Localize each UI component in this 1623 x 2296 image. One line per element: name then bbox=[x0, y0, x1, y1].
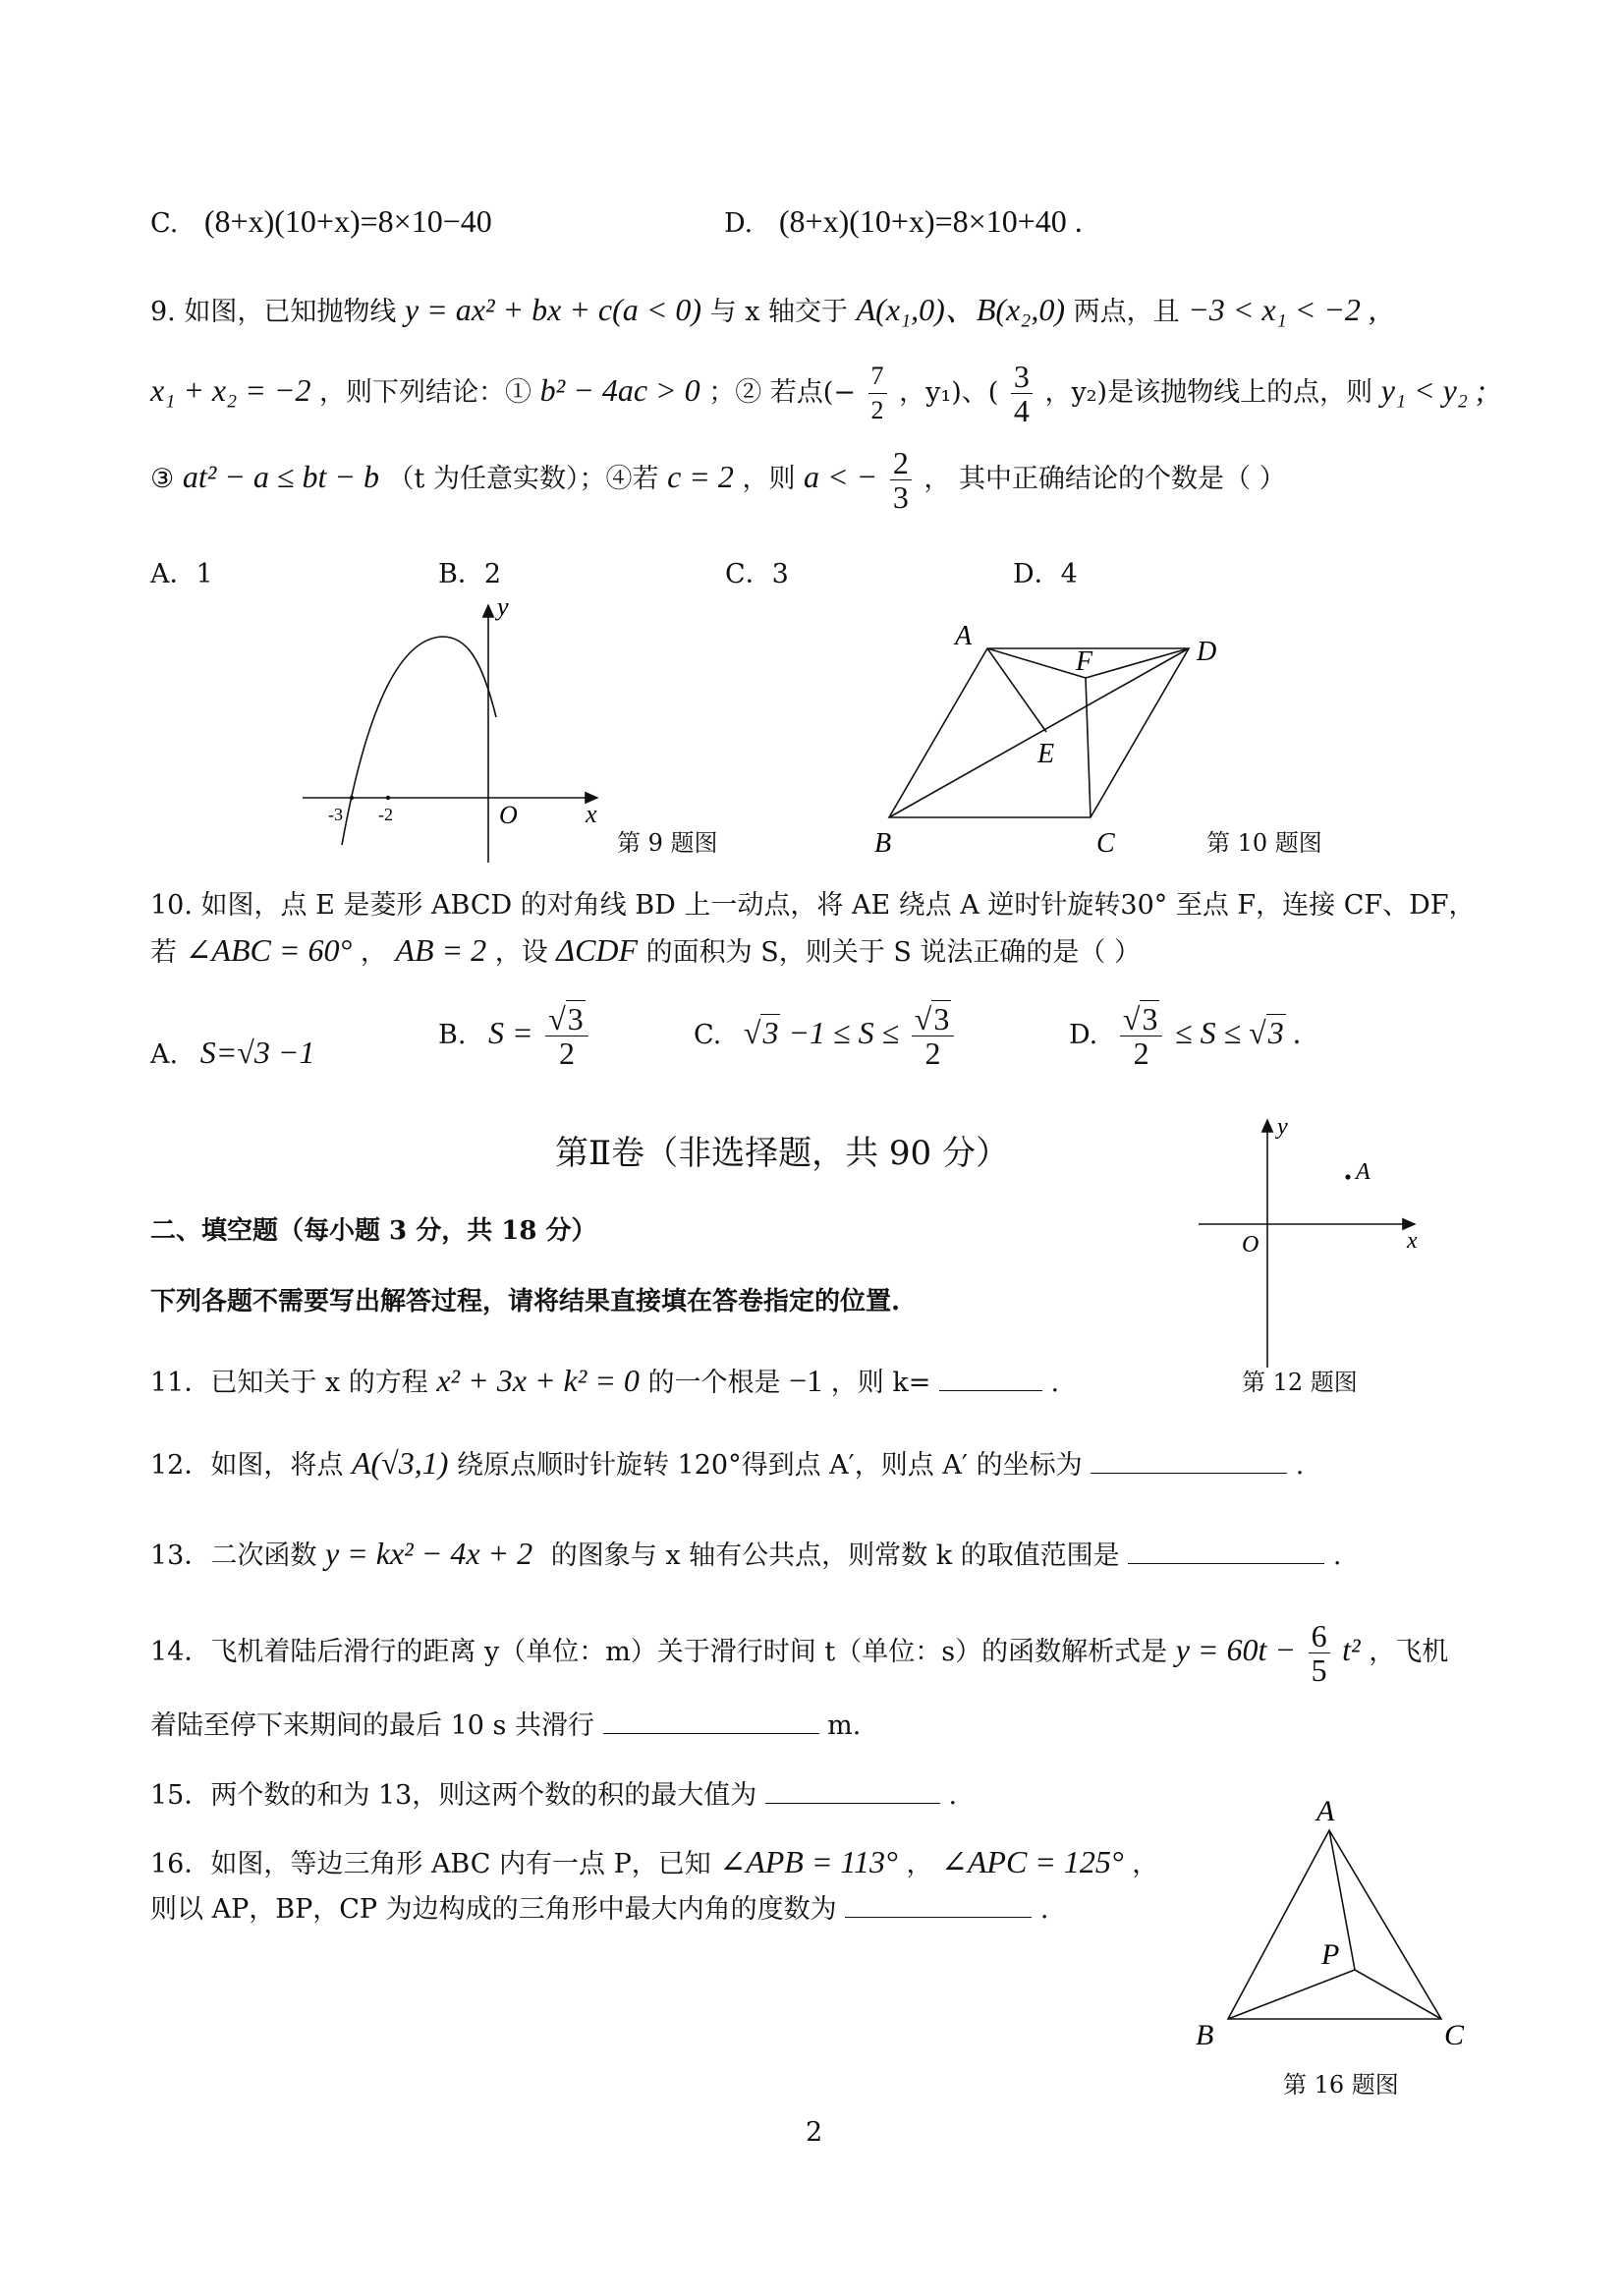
q10-option-c: C. √3 −1 ≤ S ≤ $\frac{√3}{2}$ bbox=[694, 1002, 958, 1070]
answer-blank[interactable] bbox=[845, 1891, 1032, 1918]
figure-9-caption: 第 9 题图 bbox=[617, 829, 718, 857]
q10-line2 bbox=[150, 933, 1141, 970]
text: 15．两个数的和为 13，则这两个数的积的最大值为 bbox=[150, 1780, 757, 1811]
equation: ΔCDF bbox=[556, 932, 639, 968]
equation: −1 bbox=[789, 1363, 823, 1398]
fraction bbox=[890, 446, 912, 514]
label-a: A bbox=[955, 621, 973, 651]
option-expression: (8+x)(10+x)=8×10+40 . bbox=[778, 203, 1083, 239]
figure-12 bbox=[1189, 1110, 1434, 1371]
text: ，则 k= bbox=[830, 1368, 931, 1398]
q8-option-d bbox=[724, 204, 1083, 241]
text: ， bbox=[906, 1849, 933, 1879]
q9-line1 bbox=[150, 293, 1376, 329]
text: 着陆至停下来期间的最后 10 s 共滑行 bbox=[150, 1710, 594, 1741]
option-label: B. bbox=[438, 1020, 467, 1050]
text: . bbox=[1039, 1894, 1049, 1925]
q10-line1: 10. 如图，点 E 是菱形 ABCD 的对角线 BD 上一动点，将 AE 绕点 A 逆时针旋转30° 至点 F，连接 CF、DF， bbox=[150, 890, 1476, 921]
y-label: y bbox=[497, 592, 509, 621]
option-label: D. bbox=[724, 208, 754, 239]
q14-line2 bbox=[150, 1708, 861, 1743]
equation: b² − 4ac > 0 bbox=[539, 372, 700, 408]
label-a: A bbox=[1316, 1795, 1335, 1827]
text: . bbox=[948, 1780, 958, 1811]
denominator: 5 bbox=[1311, 1652, 1327, 1688]
parabola bbox=[342, 637, 496, 845]
origin-label: O bbox=[1242, 1232, 1259, 1258]
segment-ae bbox=[987, 648, 1046, 732]
fraction bbox=[1309, 1619, 1330, 1687]
text: ， bbox=[1132, 1849, 1159, 1879]
numerator: √3 bbox=[1120, 1002, 1163, 1036]
numerator: √3 bbox=[912, 1002, 955, 1036]
text: 的图象与 x 轴有公共点，则常数 k 的取值范围是 bbox=[550, 1540, 1120, 1571]
origin-label: O bbox=[499, 801, 518, 829]
equation: y₁ < y₂ ; bbox=[1380, 372, 1486, 408]
diagonal-bd bbox=[889, 648, 1189, 817]
numerator: 2 bbox=[890, 446, 912, 480]
figure-16 bbox=[1184, 1783, 1479, 2048]
denominator: 2 bbox=[870, 396, 884, 424]
label-b: B bbox=[874, 828, 892, 859]
label-b: B bbox=[1196, 2019, 1214, 2048]
label-d: D bbox=[1197, 637, 1217, 667]
y-label: y bbox=[1277, 1114, 1288, 1140]
q16-line2 bbox=[150, 1891, 1048, 1927]
text: ，则 bbox=[742, 464, 796, 494]
text: 的面积为 S，则关于 S 说法正确的是（ ） bbox=[645, 937, 1141, 968]
segment-af bbox=[987, 648, 1086, 678]
point-label: A bbox=[1356, 1159, 1371, 1185]
q9-line3 bbox=[150, 446, 1286, 514]
radicand: 3 bbox=[567, 1001, 584, 1036]
figure-16-caption: 第 16 题图 bbox=[1283, 2071, 1399, 2099]
figure-10 bbox=[865, 609, 1238, 865]
text: ， bbox=[360, 937, 387, 968]
fraction bbox=[868, 360, 887, 427]
equation: y = ax² + bx + c(a < 0) bbox=[404, 292, 702, 327]
text: ，y₂)是该抛物线上的点，则 bbox=[1044, 377, 1373, 408]
q12 bbox=[150, 1446, 1304, 1483]
text: ， 其中正确结论的个数是（ ） bbox=[923, 464, 1286, 494]
fraction bbox=[545, 1002, 588, 1070]
fraction bbox=[1120, 1002, 1163, 1070]
q14-line1 bbox=[150, 1619, 1448, 1687]
section-heading: 二、填空题（每小题 3 分，共 18 分） bbox=[150, 1216, 597, 1246]
q9-option-a: A．1 bbox=[150, 559, 213, 589]
denominator: 2 bbox=[1133, 1036, 1149, 1071]
equation: −3 < x₁ < −2 , bbox=[1188, 292, 1376, 327]
q10-option-d: D. $\frac{√3}{2}$ ≤ S ≤ √3 . bbox=[1069, 1001, 1302, 1071]
text: ③ bbox=[150, 464, 175, 494]
figure-12-caption: 第 12 题图 bbox=[1242, 1369, 1358, 1396]
segment-fc bbox=[1086, 678, 1091, 817]
equation: A(√3,1) bbox=[351, 1445, 449, 1481]
equation: y = kx² − 4x + 2 bbox=[324, 1536, 533, 1571]
tick-label: -3 bbox=[328, 805, 343, 824]
text: 16．如图，等边三角形 ABC 内有一点 P，已知 bbox=[150, 1849, 711, 1879]
q8-option-c bbox=[150, 204, 492, 241]
equation: ∠APB = 113° bbox=[719, 1844, 898, 1879]
denominator: 2 bbox=[559, 1036, 575, 1071]
x-label: x bbox=[586, 800, 597, 828]
equation: ∠APC = 125° bbox=[941, 1844, 1124, 1879]
equation: t² bbox=[1342, 1632, 1361, 1667]
option-label: A. bbox=[150, 1039, 179, 1070]
segment-pc bbox=[1355, 1970, 1441, 2019]
option-expression: S=√3 −1 bbox=[199, 1035, 315, 1070]
q10-option-a bbox=[150, 1036, 314, 1072]
q11 bbox=[150, 1364, 1059, 1400]
label-c: C bbox=[1444, 2019, 1465, 2048]
text: . bbox=[1295, 1450, 1305, 1481]
denominator: 3 bbox=[892, 479, 909, 515]
text: 若 bbox=[150, 937, 177, 968]
equation: at² − a ≤ bt − b bbox=[182, 459, 379, 494]
text: m. bbox=[827, 1710, 862, 1741]
part2-title: 第Ⅱ卷（非选择题，共 90 分） bbox=[555, 1134, 1009, 1173]
q9-option-c: C．3 bbox=[725, 559, 789, 589]
q16-line1 bbox=[150, 1845, 1158, 1881]
answer-blank[interactable] bbox=[939, 1365, 1042, 1391]
text: ，飞机 bbox=[1369, 1637, 1449, 1667]
equation: a < − bbox=[804, 459, 878, 494]
text: ，y₁)、( bbox=[899, 377, 999, 408]
tick-dot bbox=[386, 796, 390, 800]
text: 12．如图，将点 bbox=[150, 1450, 344, 1481]
page-number: 2 bbox=[806, 2117, 823, 2148]
text: . bbox=[1050, 1368, 1060, 1398]
point-a bbox=[1345, 1174, 1350, 1179]
text: ；② 若点(− bbox=[708, 377, 856, 408]
equation: x² + 3x + k² = 0 bbox=[436, 1363, 640, 1398]
equation: y = 60t − bbox=[1175, 1632, 1296, 1667]
x-label: x bbox=[1407, 1228, 1418, 1254]
equation: x₁ + x₂ = −2 bbox=[150, 372, 311, 408]
text: 9. 如图，已知抛物线 bbox=[150, 297, 397, 327]
answer-blank[interactable] bbox=[765, 1777, 940, 1804]
text: （t 为任意实数）；④若 bbox=[387, 464, 659, 494]
figure-10-caption: 第 10 题图 bbox=[1206, 829, 1322, 857]
equation: c = 2 bbox=[667, 459, 734, 494]
radicand: 3 bbox=[1267, 1015, 1284, 1050]
text: 的一个根是 bbox=[647, 1368, 781, 1398]
segment-pb bbox=[1228, 1970, 1355, 2019]
equation: A(x₁,0)、B(x₂,0) bbox=[856, 292, 1066, 327]
text: 14．飞机着陆后滑行的距离 y（单位：m）关于滑行时间 t（单位：s）的函数解析式是 bbox=[150, 1637, 1168, 1667]
text: 13．二次函数 bbox=[150, 1540, 317, 1571]
text: 两点，且 bbox=[1073, 297, 1180, 327]
radicand: 3 bbox=[1142, 1001, 1158, 1036]
text: 绕原点顺时针旋转 120°得到点 A′，则点 A′ 的坐标为 bbox=[456, 1450, 1083, 1481]
answer-blank[interactable] bbox=[1091, 1447, 1287, 1474]
label-p: P bbox=[1321, 1938, 1340, 1971]
option-label: D. bbox=[1069, 1020, 1098, 1050]
q13 bbox=[150, 1537, 1341, 1573]
radicand: 3 bbox=[933, 1001, 950, 1036]
q15 bbox=[150, 1777, 957, 1813]
tick-label: -2 bbox=[378, 805, 393, 824]
fraction bbox=[912, 1002, 955, 1070]
text: 11．已知关于 x 的方程 bbox=[150, 1368, 428, 1398]
figure-9 bbox=[285, 589, 639, 874]
text: . bbox=[1332, 1540, 1342, 1571]
radicand: 3 bbox=[762, 1015, 779, 1050]
fraction bbox=[1011, 360, 1033, 427]
denominator: 4 bbox=[1013, 393, 1030, 428]
equation: ∠ABC = 60° bbox=[185, 932, 353, 968]
option-label: C. bbox=[694, 1020, 722, 1050]
text: ，设 bbox=[494, 937, 548, 968]
text: ，则下列结论：① bbox=[319, 377, 532, 408]
numerator: 7 bbox=[868, 360, 887, 394]
q9-option-b: B．2 bbox=[438, 559, 502, 589]
q9-option-d: D．4 bbox=[1013, 559, 1078, 589]
numerator: 3 bbox=[1011, 360, 1033, 394]
numerator: √3 bbox=[545, 1002, 588, 1036]
label-e: E bbox=[1037, 739, 1055, 769]
q9-line2 bbox=[150, 360, 1486, 427]
denominator: 2 bbox=[924, 1036, 941, 1071]
text: 与 x 轴交于 bbox=[709, 297, 849, 327]
numerator: 6 bbox=[1309, 1619, 1330, 1653]
section-instruction: 下列各题不需要写出解答过程，请将结果直接填在答卷指定的位置. bbox=[150, 1287, 901, 1316]
label-f: F bbox=[1076, 646, 1093, 677]
answer-blank[interactable] bbox=[1128, 1538, 1324, 1564]
option-expression: (8+x)(10+x)=8×10−40 bbox=[203, 203, 492, 239]
tick-dot bbox=[350, 796, 354, 800]
equation: AB = 2 bbox=[395, 932, 487, 968]
text: 则以 AP，BP，CP 为边构成的三角形中最大内角的度数为 bbox=[150, 1894, 837, 1925]
option-label: C. bbox=[150, 208, 179, 239]
q10-option-b: B. S = $\frac{√3}{2}$ bbox=[438, 1002, 592, 1070]
answer-blank[interactable] bbox=[603, 1708, 819, 1734]
label-c: C bbox=[1096, 828, 1115, 859]
